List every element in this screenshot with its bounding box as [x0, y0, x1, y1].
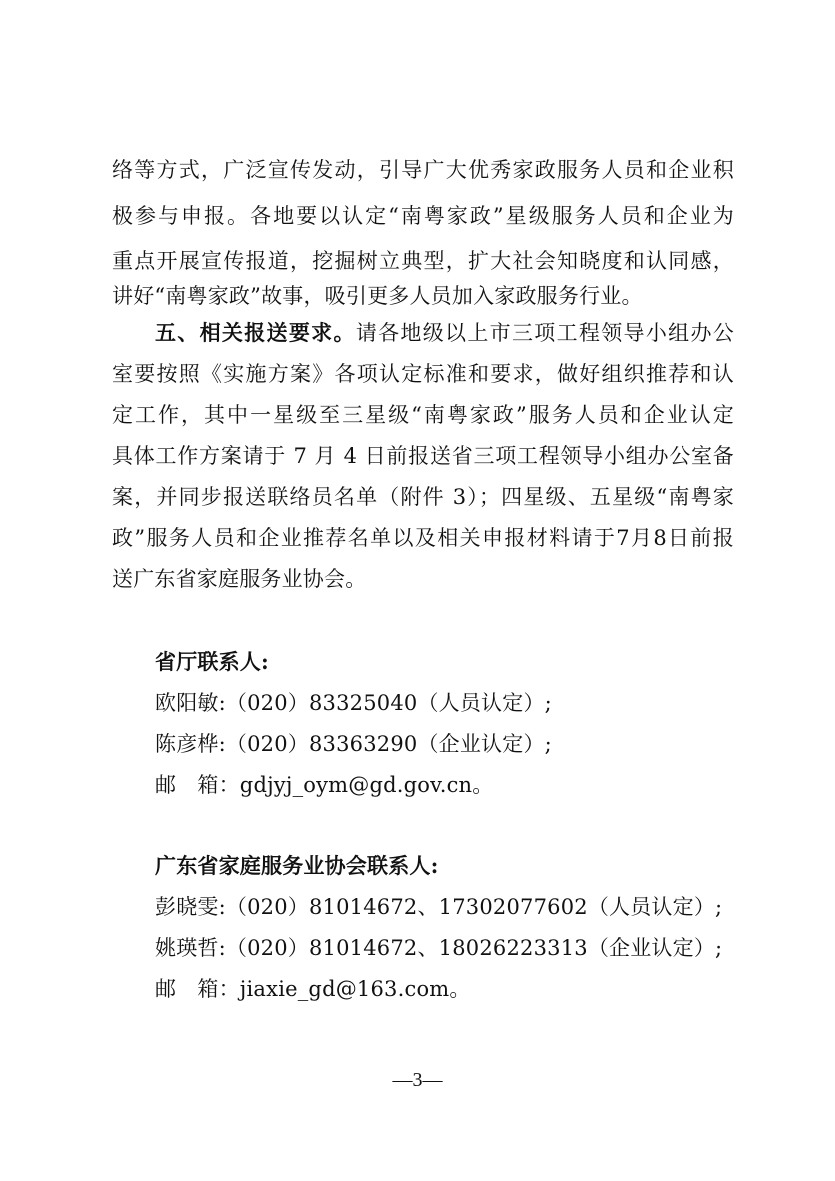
association-contact-entry: 彭晓雯:（020）81014672、17302077602（人员认定）;	[155, 895, 723, 919]
section5-first-line	[155, 319, 734, 347]
paragraph-line: 重点开展宣传报道，挖掘树立典型，扩大社会知晓度和认同感，	[112, 249, 734, 273]
section5-line: 送广东省家庭服务业协会。	[112, 567, 367, 591]
paragraph-line: 极参与申报。各地要以认定“南粤家政”星级服务人员和企业为	[112, 204, 734, 228]
section5-line: 定工作，其中一星级至三星级“南粤家政”服务人员和企业认定	[112, 403, 734, 427]
province-contacts-heading: 省厅联系人:	[155, 649, 269, 674]
section5-line: 案，并同步报送联络员名单（附件 3）；四星级、五星级“南粤家	[112, 485, 734, 509]
section5-line: 政”服务人员和企业推荐名单以及相关申报材料请于7月8日前报	[112, 526, 734, 550]
association-contact-entry: 姚瑛哲:（020）81014672、18026223313（企业认定）;	[155, 936, 723, 960]
section5-line: 具体工作方案请于 7 月 4 日前报送省三项工程领导小组办公室备	[112, 444, 734, 468]
province-contact-entry: 陈彦桦:（020）83363290（企业认定）;	[155, 732, 552, 756]
section5-heading: 五、相关报送要求。	[155, 320, 356, 345]
province-contact-entry: 欧阳敏:（020）83325040（人员认定）;	[155, 691, 552, 715]
association-contacts-heading: 广东省家庭服务业协会联系人:	[155, 853, 439, 878]
section5-line: 室要按照《实施方案》各项认定标准和要求，做好组织推荐和认	[112, 362, 734, 386]
paragraph-line: 络等方式，广泛宣传发动，引导广大优秀家政服务人员和企业积	[112, 158, 734, 182]
paragraph-line: 讲好“南粤家政”故事，吸引更多人员加入家政服务行业。	[112, 284, 643, 308]
association-contact-email: 邮 箱：jiaxie_gd@163.com。	[155, 977, 471, 1001]
section5-first-line-text: 请各地级以上市三项工程领导小组办公	[355, 321, 734, 345]
province-contact-email: 邮 箱：gdjyj_oym@gd.gov.cn。	[155, 773, 494, 797]
page-number: —3—	[392, 1069, 443, 1091]
